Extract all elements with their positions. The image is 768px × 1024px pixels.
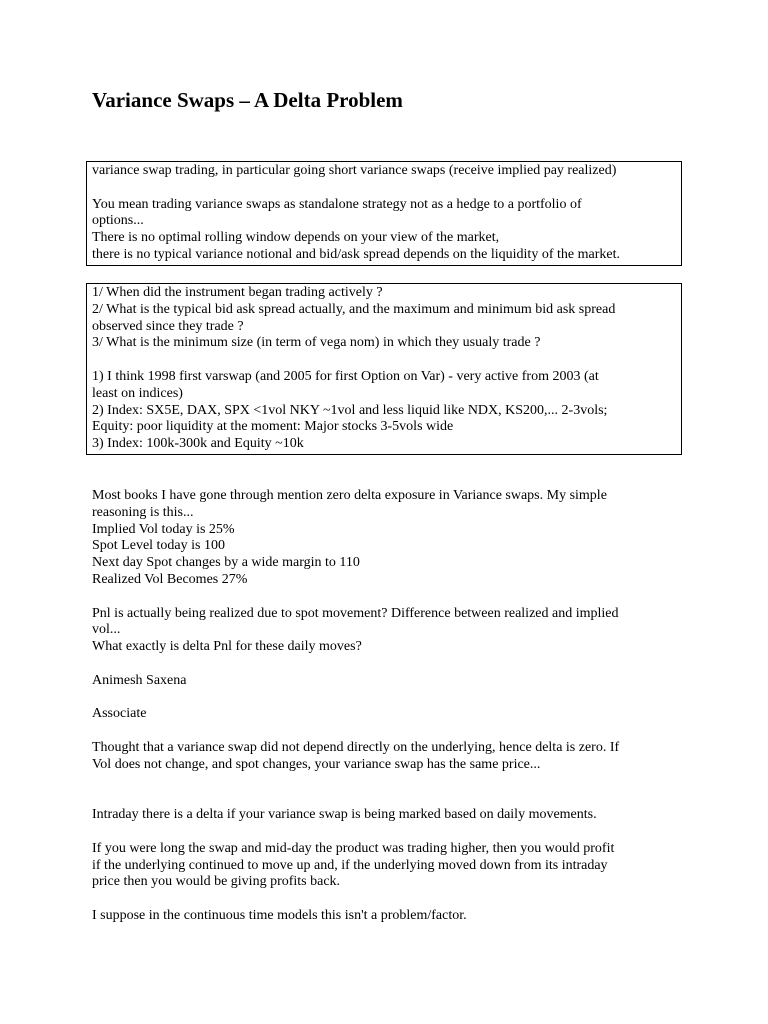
paragraph-gap [92, 824, 692, 841]
body-line: Vol does not change, and spot changes, your variance swap has the same price... [92, 756, 541, 772]
answer-line: options... [92, 213, 144, 229]
body-line: Thought that a variance swap did not depend directly on the underlying, hence delta is zero. If [92, 739, 620, 755]
answer-2-line-2: Equity: poor liquidity at the moment: Major stocks 3-5vols wide [92, 419, 454, 435]
answer-line: You mean trading variance swaps as standalone strategy not as a hedge to a portfolio of [92, 196, 582, 212]
body-line: vol... [92, 622, 121, 638]
paragraph-gap [92, 656, 692, 673]
question-3: 3/ What is the minimum size (in term of vega nom) in which they usualy trade ? [92, 335, 541, 351]
qa-box [86, 283, 682, 455]
paragraph-gap [92, 589, 692, 606]
paragraph-gap [92, 723, 692, 740]
body-line: Realized Vol Becomes 27% [92, 571, 248, 587]
document-title: Variance Swaps – A Delta Problem [92, 88, 403, 112]
paragraph-gap [92, 690, 692, 707]
paragraph-gap [92, 774, 692, 791]
body-line: price then you would be giving profits back. [92, 874, 341, 890]
document-body [92, 488, 692, 925]
paragraph-gap [92, 790, 692, 807]
body-line: Implied Vol today is 25% [92, 521, 235, 537]
body-line: if the underlying continued to move up and, if the underlying moved down from its intraday [92, 857, 608, 873]
author-role: Associate [92, 706, 147, 722]
question-box [86, 161, 682, 266]
body-line: What exactly is delta Pnl for these daily moves? [92, 639, 362, 655]
body-line: Most books I have gone through mention zero delta exposure in Variance swaps. My simple [92, 488, 607, 503]
paragraph-gap [92, 180, 681, 197]
body-line: I suppose in the continuous time models this isn't a problem/factor. [92, 907, 467, 923]
author-name: Animesh Saxena [92, 672, 187, 688]
body-line: If you were long the swap and mid-day the product was trading higher, then you would profit [92, 840, 615, 856]
question-line: variance swap trading, in particular going short variance swaps (receive implied pay realized) [92, 163, 617, 178]
paragraph-gap [92, 352, 681, 369]
paragraph-gap [92, 891, 692, 908]
question-2-line-1: 2/ What is the typical bid ask spread actually, and the maximum and minimum bid ask spread [92, 301, 616, 317]
question-2-line-2: observed since they trade ? [92, 318, 244, 334]
body-line: reasoning is this... [92, 504, 194, 520]
answer-1-line-1: 1) I think 1998 first varswap (and 2005 for first Option on Var) - very active from 2003 (at [92, 368, 599, 384]
body-line: Intraday there is a delta if your variance swap is being marked based on daily movements. [92, 807, 597, 823]
body-line: Next day Spot changes by a wide margin to 110 [92, 555, 360, 571]
answer-3: 3) Index: 100k-300k and Equity ~10k [92, 436, 304, 452]
question-1: 1/ When did the instrument began trading actively ? [92, 285, 383, 300]
answer-line: There is no optimal rolling window depends on your view of the market, [92, 230, 500, 246]
answer-line: there is no typical variance notional and bid/ask spread depends on the liquidity of the market. [92, 246, 620, 262]
answer-1-line-2: least on indices) [92, 385, 183, 401]
body-line: Spot Level today is 100 [92, 538, 225, 554]
body-line: Pnl is actually being realized due to spot movement? Difference between realized and implied [92, 605, 619, 621]
answer-2-line-1: 2) Index: SX5E, DAX, SPX <1vol NKY ~1vol and less liquid like NDX, KS200,... 2-3vols; [92, 402, 608, 418]
